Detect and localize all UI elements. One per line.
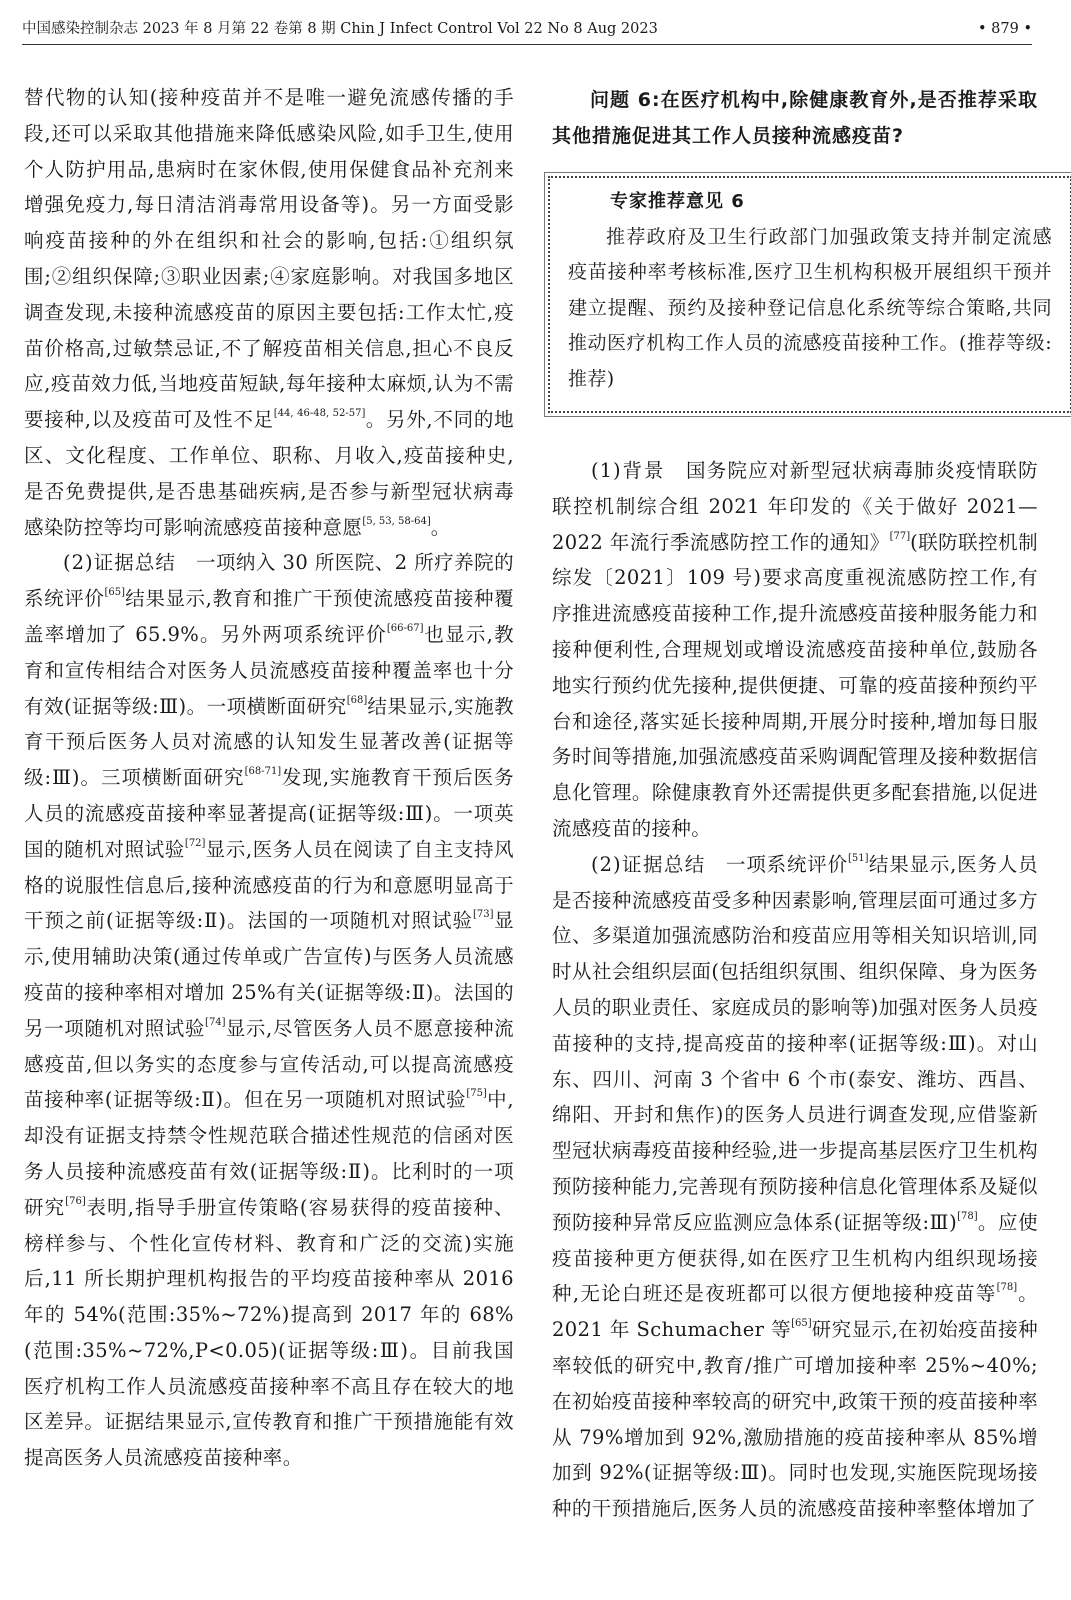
text-run: 显示,尽管医务人员不愿意接种流感疫苗,但以务实的态度参与宣传活动,可以提高流感疫苗接种率(证据等级:Ⅱ)。但在另一项随机对照试验 xyxy=(24,1016,514,1112)
text-run: 结果显示,实施教育干预后医务人员对流感的认知发生显著改善(证据等级:Ⅲ)。三项横断面研究 xyxy=(24,694,514,790)
citation-ref: [65] xyxy=(104,587,125,599)
text-run: 一项纳入 30 所医院、2 所疗养院的系统评价 xyxy=(24,551,515,611)
citation-ref: [68] xyxy=(346,694,368,706)
paragraph-barriers xyxy=(24,80,514,545)
rich-text xyxy=(552,459,1038,840)
text-run: 显示,使用辅助决策(通过传单或广告宣传)与医务人员流感疫苗的接种率相对增加 25%有关(证据等级:Ⅱ)。法国的另一项随机对照试验 xyxy=(24,909,514,1040)
citation-ref: [74] xyxy=(205,1016,226,1028)
citation-ref: [77] xyxy=(889,530,911,542)
subheading-background: (1)背景 xyxy=(591,459,666,482)
text-run: 表明,指导手册宣传策略(容易获得的疫苗接种、榜样参与、个性化宣传材料、教育和广泛的交流)实施后,11 所长期护理机构报告的平均疫苗接种率从 2016 年的 54%(范围:35%~72%)提高到 2017 年的 68%(范围:35%~72%,P<0.05)(证据等级:Ⅲ)。目前我国医疗机构工作人员流感疫苗接种率不高且存在较大的地区差异。证据结果显示,宣传教育和推广干预措施能有效提高医务人员流感疫苗接种率。 xyxy=(24,1195,514,1470)
text-run: 。2021 年 Schumacher 等 xyxy=(552,1282,1039,1342)
citation-ref: [68-71] xyxy=(244,766,282,778)
citation-ref: [44, 46-48, 52-57] xyxy=(273,408,366,420)
text-run: 也显示,教育和宣传相结合对医务人员流感疫苗接种覆盖率也十分有效(证据等级:Ⅲ)。一项横断面研究 xyxy=(24,622,515,718)
recommendation-body: 推荐政府及卫生行政部门加强政策支持并制定流感疫苗接种率考核标准,医疗卫生机构积极开展组织干预并建立提醒、预约及接种登记信息化系统等综合策略,共同推动医疗机构工作人员的流感疫苗接种工作。(推荐等级:推荐) xyxy=(568,225,1052,390)
paragraph-background xyxy=(552,453,1038,847)
text-run: 研究显示,在初始疫苗接种率较低的研究中,教育/推广可增加接种率 25%~40%;在初始疫苗接种率较高的研究中,政策干预的疫苗接种率从 79%增加到 92%,激励措施的疫苗接种率从 85%增加到 92%(证据等级:Ⅲ)。同时也发现,实施医院现场接种的干预措施后,医务人员的流感疫苗接种率整体增加了 xyxy=(552,1318,1038,1521)
citation-ref: [78] xyxy=(957,1210,978,1222)
page-number: • 879 • xyxy=(978,21,1032,37)
text-run: (联防联控机制综发〔2021〕109 号)要求高度重视流感防控工作,有序推进流感疫苗接种工作,提升流感疫苗接种服务能力和接种便利性,合理规划或增设流感疫苗接种单位,鼓励各地实行预约优先接种,提供便捷、可靠的疫苗接种预约平台和途径,落实延长接种周期,开展分时接种,增加每日服务时间等措施,加强流感疫苗采购调配管理及接种数据信息化管理。除健康教育外还需提供更多配套措施,以促进流感疫苗的接种。 xyxy=(552,530,1038,840)
paragraph-evidence-summary xyxy=(552,847,1038,1527)
journal-citation: 中国感染控制杂志 2023 年 8 月第 22 卷第 8 期 Chin J Infect Control Vol 22 No 8 Aug 2023 xyxy=(22,21,658,37)
citation-ref: [5, 53, 58-64] xyxy=(362,515,431,527)
text-run: 。 xyxy=(430,515,451,539)
text-run: 发现,实施教育干预后医务人员的流感疫苗接种率显著提高(证据等级:Ⅲ)。一项英国的随机对照试验 xyxy=(24,766,514,861)
text-run: 结果显示,教育和推广干预使流感疫苗接种覆盖率增加了 65.9%。另外两项系统评价 xyxy=(24,587,514,646)
text-run: 显示,医务人员在阅读了自主支持风格的说服性信息后,接种流感疫苗的行为和意愿明显高于干预之前(证据等级:Ⅱ)。法国的一项随机对照试验 xyxy=(24,837,514,933)
citation-ref: [65] xyxy=(791,1318,812,1330)
citation-ref: [66-67] xyxy=(386,622,424,634)
text-run: 一项系统评价 xyxy=(726,852,848,876)
right-column xyxy=(552,82,1052,1527)
rich-text xyxy=(552,853,1038,1520)
text-run: 。应使疫苗接种更方便获得,如在医疗卫生机构内组织现场接种,无论白班还是夜班都可以很方便地接种疫苗等 xyxy=(552,1210,1038,1306)
paragraph-evidence-summary xyxy=(24,545,514,1476)
left-column xyxy=(24,80,514,1476)
text-run: 结果显示,医务人员是否接种流感疫苗受多种因素影响,管理层面可通过多方位、多渠道加强流感防治和疫苗应用等相关知识培训,同时从社会组织层面(包括组织氛围、组织保障、身为医务人员的职业责任、家庭成员的影响等)加强对医务人员疫苗接种的支持,提高疫苗的接种率(证据等级:Ⅲ)。对山东、四川、河南 3 个省中 6 个市(泰安、潍坊、西昌、绵阳、开封和焦作)的医务人员进行调查发现,应借鉴新型冠状病毒疫苗接种经验,进一步提高基层医疗卫生机构预防接种能力,完善现有预防接种信息化管理体系及疑似预防接种异常反应监测应急体系(证据等级:Ⅲ) xyxy=(552,852,1039,1234)
question-heading: 问题 6:在医疗机构中,除健康教育外,是否推荐采取其他措施促进其工作人员接种流感疫苗? xyxy=(552,89,1038,147)
citation-ref: [76] xyxy=(65,1195,86,1207)
text-run: 替代物的认知(接种疫苗并不是唯一避免流感传播的手段,还可以采取其他措施来降低感染风险,如手卫生,使用个人防护用品,患病时在家休假,使用保健食品补充剂来增强免疫力,每日清洁消毒常用设备等)。另一方面受影响疫苗接种的外在组织和社会的影响,包括:①组织氛围;②组织保障;③职业因素;④家庭影响。对我国多地区调查发现,未接种流感疫苗的原因主要包括:工作太忙,疫苗价格高,过敏禁忌证,不了解疫苗相关信息,担心不良反应,疫苗效力低,当地疫苗短缺,每年接种太麻烦,认为不需要接种,以及疫苗可及性不足 xyxy=(24,86,514,432)
text-run: 国务院应对新型冠状病毒肺炎疫情联防联控机制综合组 2021 年印发的《关于做好 2021—2022 年流行季流感防控工作的通知》 xyxy=(552,459,1038,554)
subheading-evidence: (2)证据总结 xyxy=(591,852,706,876)
text-run: 中,却没有证据支持禁令性规范联合描述性规范的信函对医务人员接种流感疫苗有效(证据等级:Ⅱ)。比利时的一项研究 xyxy=(24,1088,514,1219)
citation-ref: [75] xyxy=(466,1088,487,1100)
subheading-evidence: (2)证据总结 xyxy=(63,551,176,575)
citation-ref: [51] xyxy=(847,852,869,864)
citation-ref: [78] xyxy=(996,1282,1018,1294)
recommendation-title: 专家推荐意见 6 xyxy=(610,191,745,212)
citation-ref: [72] xyxy=(184,837,206,849)
citation-ref: [73] xyxy=(472,909,494,921)
rich-text xyxy=(24,551,514,1469)
running-header xyxy=(22,18,1032,45)
expert-recommendation-box xyxy=(548,176,1071,413)
text-run: 。另外,不同的地区、文化程度、工作单位、职称、月收入,疫苗接种史,是否免费提供,是否患基础疾病,是否参与新型冠状病毒感染防控等均可影响流感疫苗接种意愿 xyxy=(24,408,514,539)
